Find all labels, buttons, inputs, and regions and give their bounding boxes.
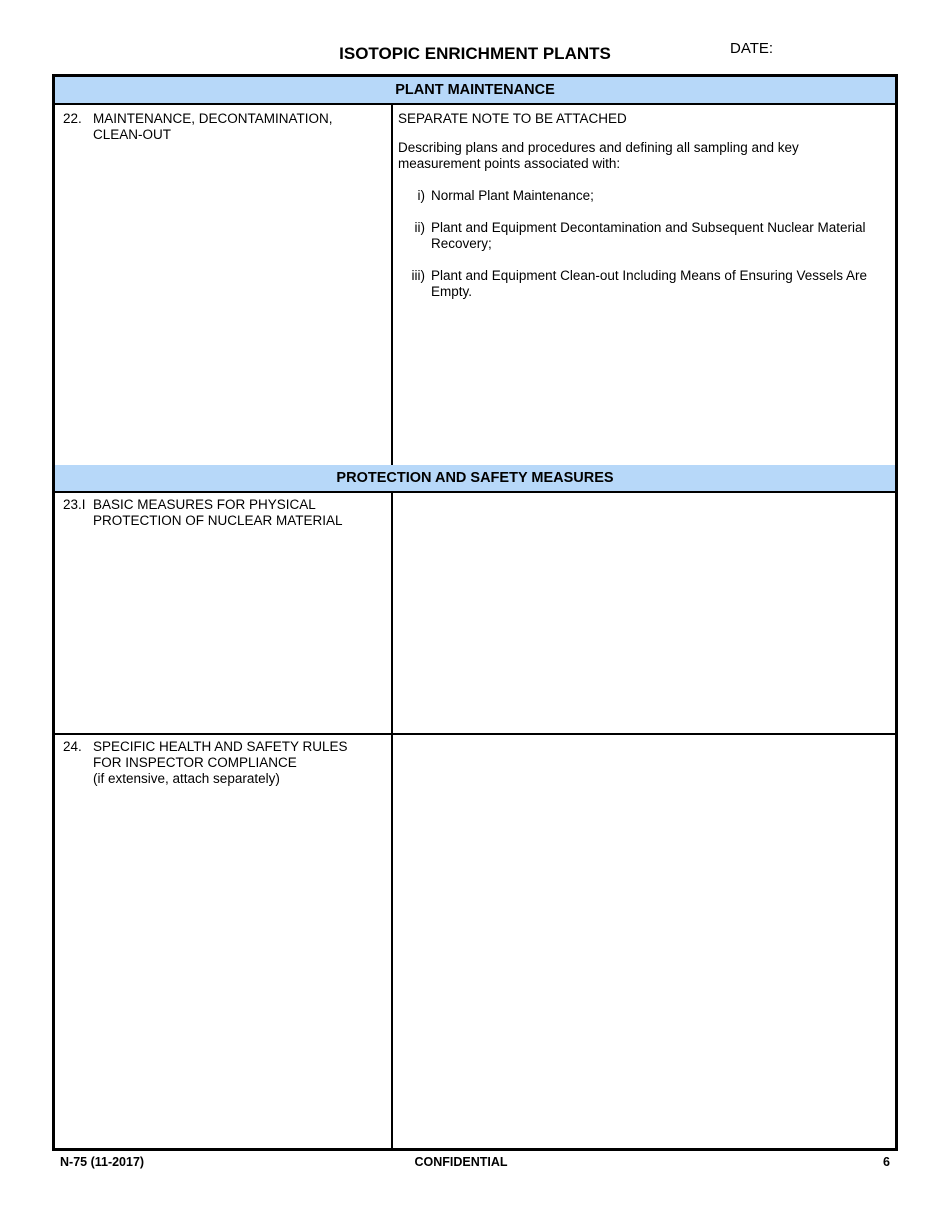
date-label: DATE: [730, 40, 774, 57]
instruction-text: Describing plans and procedures and defining all sampling and key measurement points associated with: [398, 140, 799, 171]
question-label-line: FOR INSPECTOR COMPLIANCE [93, 755, 297, 770]
question-number: 23.I [63, 497, 86, 512]
list-marker: ii) [414, 220, 425, 235]
column-divider [391, 105, 393, 465]
question-number: 24. [63, 739, 82, 754]
answer-field-24[interactable] [398, 739, 878, 1139]
answer-field-22[interactable] [398, 111, 878, 300]
list-item [398, 268, 878, 300]
question-label-line: CLEAN-OUT [93, 127, 172, 142]
form-table [52, 74, 898, 1151]
question-label-line: SPECIFIC HEALTH AND SAFETY RULES [93, 739, 348, 754]
question-label [93, 111, 383, 143]
list-marker: iii) [411, 268, 425, 283]
question-label [93, 497, 383, 529]
form-id: N-75 (11-2017) [60, 1155, 145, 1169]
question-number: 22. [63, 111, 82, 126]
section-header-plant-maintenance: PLANT MAINTENANCE [55, 77, 895, 105]
question-label [93, 739, 383, 787]
section-header-protection-safety: PROTECTION AND SAFETY MEASURES [55, 465, 895, 493]
classification-label: CONFIDENTIAL [414, 1155, 508, 1169]
list-item-text: Plant and Equipment Clean-out Including Means of Ensuring Vessels Are Empty. [431, 268, 868, 299]
question-label-line: MAINTENANCE, DECONTAMINATION, [93, 111, 333, 126]
question-label-line: PROTECTION OF NUCLEAR MATERIAL [93, 513, 343, 528]
attachment-note: SEPARATE NOTE TO BE ATTACHED [398, 111, 627, 126]
list-item-text: Plant and Equipment Decontamination and Subsequent Nuclear Material Recovery; [431, 220, 866, 251]
page-title: ISOTOPIC ENRICHMENT PLANTS [339, 44, 611, 63]
list-marker: i) [417, 188, 425, 203]
list-item [398, 220, 878, 252]
question-row-24 [55, 735, 895, 1148]
page-number: 6 [883, 1155, 890, 1169]
list-item [398, 188, 878, 204]
column-divider [391, 493, 393, 733]
answer-field-23[interactable] [398, 497, 878, 727]
question-row-23 [55, 493, 895, 735]
question-row-22 [55, 105, 895, 467]
column-divider [391, 735, 393, 1148]
list-item-text: Normal Plant Maintenance; [431, 188, 594, 203]
question-label-line: BASIC MEASURES FOR PHYSICAL [93, 497, 316, 512]
question-label-hint: (if extensive, attach separately) [93, 771, 280, 786]
